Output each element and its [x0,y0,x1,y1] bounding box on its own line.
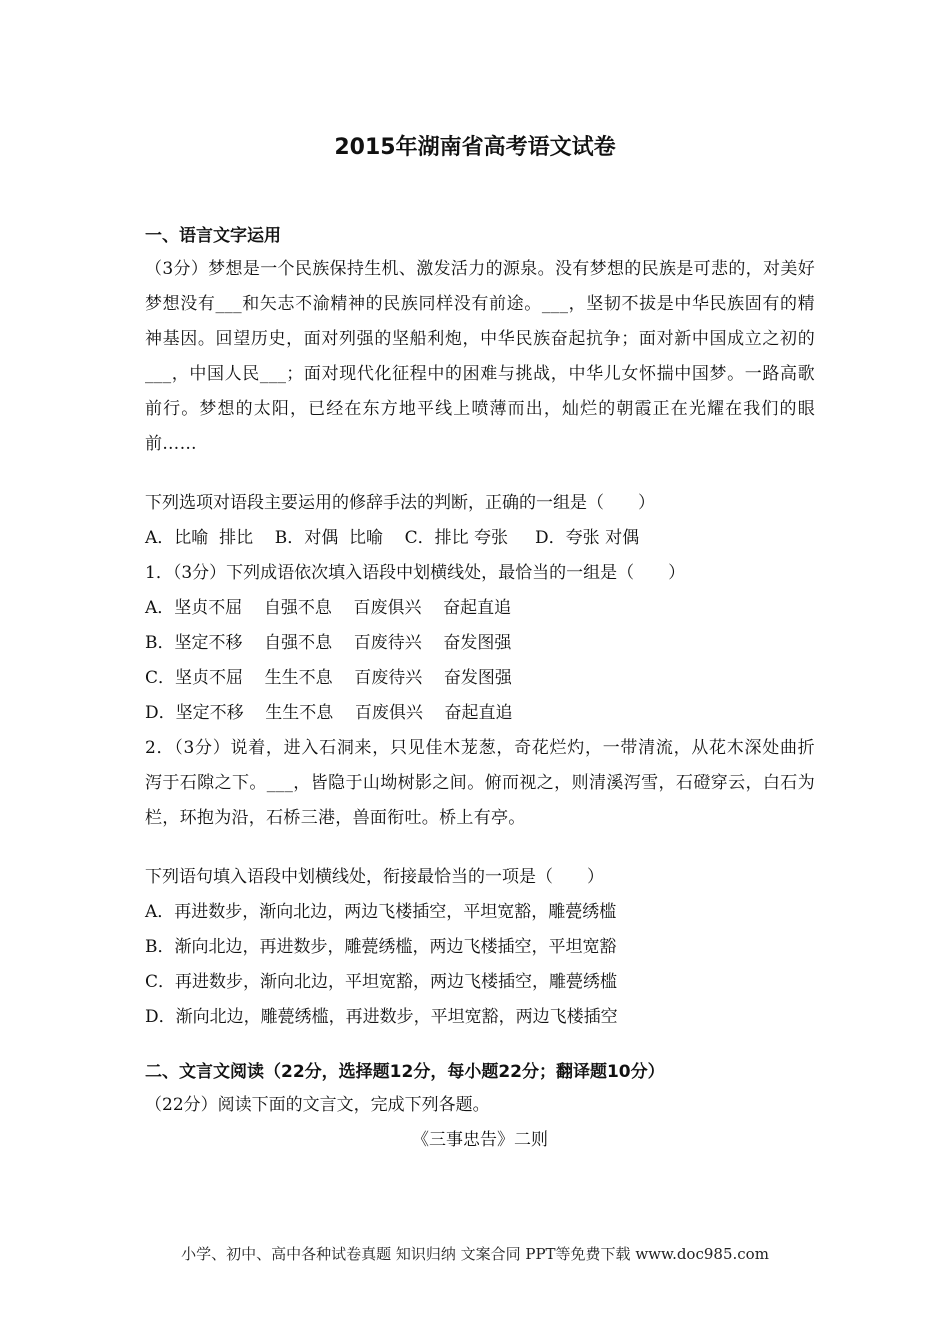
section2-text-title: 《三事忠告》二则 [412,1130,548,1150]
q2-passage: 2．（3分）说着，进入石洞来，只见佳木茏葱，奇花烂灼，一带清流，从花木深处曲折泻于石隙之下。___，皆隐于山坳树影之间。俯而视之，则清溪泻雪，石磴穿云，白石为栏，环抱为沿，石桥三港，兽面衔吐。桥上有亭。 [145,738,815,828]
q1-option-b: B．坚定不移 自强不息 百废待兴 奋发图强 [145,633,512,653]
q1-option-c: C．坚贞不屈 生生不息 百废待兴 奋发图强 [145,668,512,688]
q0-stem: 下列选项对语段主要运用的修辞手法的判断，正确的一组是（ ） [145,493,655,513]
q0-options: A．比喻 排比 B．对偶 比喻 C．排比 夸张 D．夸张 对偶 [145,528,640,548]
q2-option-d: D．渐向北边，雕甍绣槛，再进数步，平坦宽豁，两边飞楼插空 [145,1007,618,1027]
q1-option-d: D．坚定不移 生生不息 百废俱兴 奋起直追 [145,703,513,723]
q1-option-a: A．坚贞不屈 自强不息 百废俱兴 奋起直追 [145,598,512,618]
page-footer: 小学、初中、高中各种试卷真题 知识归纳 文案合同 PPT等免费下载 www.doc985.com [181,1245,769,1263]
section1-heading: 一、语言文字运用 [145,226,281,246]
document-title: 2015年湖南省高考语文试卷 [334,135,616,160]
q2-option-a: A．再进数步，渐向北边，两边飞楼插空，平坦宽豁，雕甍绣槛 [145,902,617,922]
q2-option-b: B．渐向北边，再进数步，雕甍绣槛，两边飞楼插空，平坦宽豁 [145,937,617,957]
section2-intro: （22分）阅读下面的文言文，完成下列各题。 [145,1095,490,1115]
section2-heading: 二、文言文阅读（22分，选择题12分，每小题22分；翻译题10分） [145,1062,665,1082]
q2-stem: 下列语句填入语段中划横线处，衔接最恰当的一项是（ ） [145,867,604,887]
q1-stem: 1．（3分）下列成语依次填入语段中划横线处，最恰当的一组是（ ） [145,563,686,583]
document-body [145,221,815,1158]
q2-option-c: C．再进数步，渐向北边，平坦宽豁，两边飞楼插空，雕甍绣槛 [145,972,618,992]
section1-passage: （3分）梦想是一个民族保持生机、激发活力的源泉。没有梦想的民族是可悲的，对美好梦想没有___和矢志不渝精神的民族同样没有前途。___，坚韧不拔是中华民族固有的精神基因。回望历史，面对列强的坚船利炮，中华民族奋起抗争；面对新中国成立之初的___，中国人民___；面对现代化征程中的困难与挑战，中华儿女怀揣中国梦。一路高歌前行。梦想的太阳，已经在东方地平线上喷薄而出，灿烂的朝霞正在光耀在我们的眼前…… [145,259,815,454]
